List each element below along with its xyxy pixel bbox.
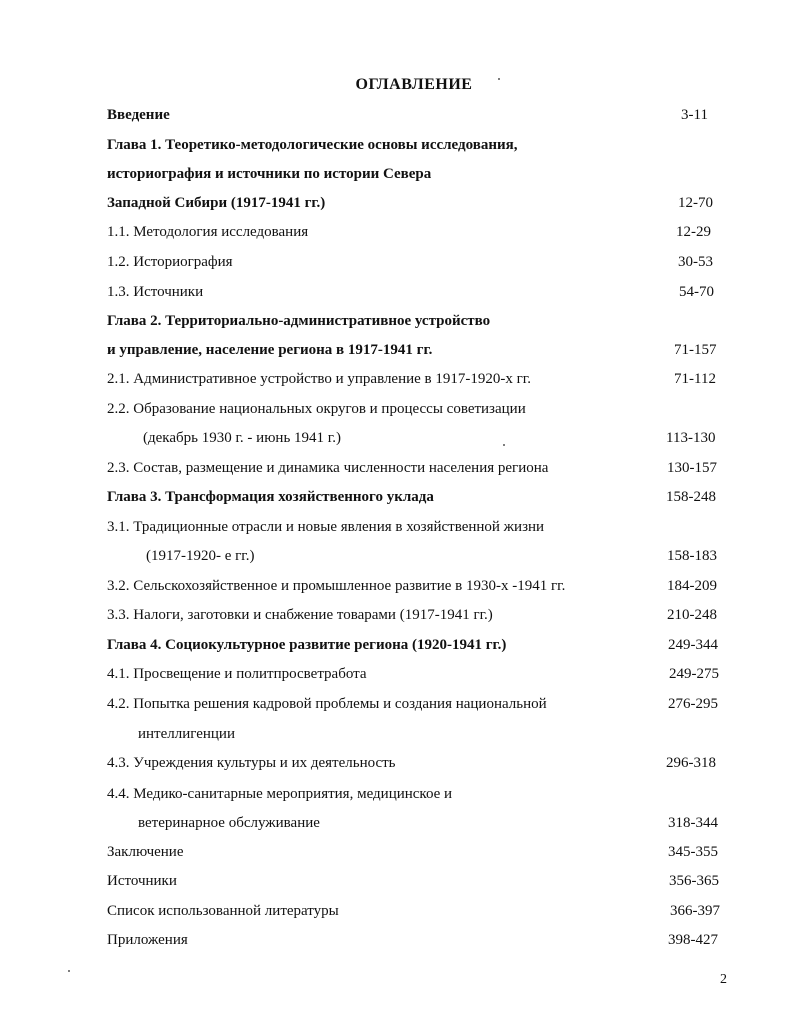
toc-entry-text: 1.3. Источники xyxy=(107,284,204,300)
toc-entry-text: Глава 2. Территориально-административное устройство xyxy=(107,313,491,329)
toc-entry-text: 2.1. Административное устройство и управление в 1917-1920-х гг. xyxy=(107,371,531,387)
toc-entry-pages: 345-355 xyxy=(668,844,718,860)
toc-entry-text: 4.3. Учреждения культуры и их деятельность xyxy=(107,755,396,771)
toc-entry-pages: 276-295 xyxy=(668,696,718,712)
toc-entry-text: 4.1. Просвещение и политпросветработа xyxy=(107,666,367,682)
toc-entry-text: Введение xyxy=(107,107,170,123)
toc-entry-text: 3.1. Традиционные отрасли и новые явления в хозяйственной жизни xyxy=(107,519,545,535)
toc-entry-text: Глава 3. Трансформация хозяйственного уклада xyxy=(107,489,434,505)
toc-entry-text: (1917-1920- е гг.) xyxy=(146,548,255,564)
toc-entry-text: 3.2. Сельскохозяйственное и промышленное развитие в 1930-х -1941 гг. xyxy=(107,578,566,594)
toc-entry-text: 2.3. Состав, размещение и динамика численности населения региона xyxy=(107,460,549,476)
toc-entry-pages: 210-248 xyxy=(667,607,717,623)
toc-entry-text: 3.3. Налоги, заготовки и снабжение товарами (1917-1941 гг.) xyxy=(107,607,493,623)
toc-entry-pages: 184-209 xyxy=(667,578,717,594)
toc-entry-pages: 130-157 xyxy=(667,460,717,476)
toc-entry-text: (декабрь 1930 г. - июнь 1941 г.) xyxy=(143,430,341,446)
toc-entry-text: 4.2. Попытка решения кадровой проблемы и создания национальной xyxy=(107,696,547,712)
toc-entry-pages: 54-70 xyxy=(679,284,714,300)
scan-speck xyxy=(68,970,70,972)
scan-speck xyxy=(498,78,500,80)
toc-entry-text: Глава 1. Теоретико-методологические основы исследования, xyxy=(107,137,518,153)
toc-entry-pages: 30-53 xyxy=(678,254,713,270)
toc-entry-pages: 3-11 xyxy=(681,107,708,123)
toc-entry-pages: 249-275 xyxy=(669,666,719,682)
toc-entry-text: Приложения xyxy=(107,932,188,948)
toc-entry-pages: 318-344 xyxy=(668,815,718,831)
toc-entry-text: ветеринарное обслуживание xyxy=(138,815,320,831)
toc-entry-pages: 158-248 xyxy=(666,489,716,505)
toc-entry-pages: 398-427 xyxy=(668,932,718,948)
toc-entry-pages: 158-183 xyxy=(667,548,717,564)
page-number: 2 xyxy=(720,972,727,987)
toc-entry-text: и управление, население региона в 1917-1941 гг. xyxy=(107,342,433,358)
toc-entry-text: 1.2. Историография xyxy=(107,254,233,270)
toc-entry-pages: 249-344 xyxy=(668,637,718,653)
toc-entry-text: Глава 4. Социокультурное развитие региона (1920-1941 гг.) xyxy=(107,637,507,653)
toc-entry-pages: 356-365 xyxy=(669,873,719,889)
toc-entry-pages: 71-112 xyxy=(674,371,716,387)
toc-entry-pages: 12-70 xyxy=(678,195,713,211)
toc-entry-text: Западной Сибири (1917-1941 гг.) xyxy=(107,195,326,211)
toc-entry-pages: 296-318 xyxy=(666,755,716,771)
toc-entry-text: 4.4. Медико-санитарные мероприятия, медицинское и xyxy=(107,786,453,802)
toc-title: ОГЛАВЛЕНИЕ xyxy=(355,76,473,93)
toc-entry-text: историография и источники по истории Севера xyxy=(107,166,432,182)
toc-entry-pages: 366-397 xyxy=(670,903,720,919)
toc-entry-text: 1.1. Методология исследования xyxy=(107,224,309,240)
toc-entry-text: интеллигенции xyxy=(138,726,235,742)
toc-entry-text: Источники xyxy=(107,873,177,889)
toc-entry-pages: 12-29 xyxy=(676,224,711,240)
toc-entry-pages: 71-157 xyxy=(674,342,717,358)
toc-entry-text: Заключение xyxy=(107,844,184,860)
toc-entry-text: Список использованной литературы xyxy=(107,903,339,919)
toc-entry-pages: 113-130 xyxy=(666,430,716,446)
toc-entry-text: 2.2. Образование национальных округов и процессы советизации xyxy=(107,401,526,417)
scan-speck xyxy=(503,444,505,446)
